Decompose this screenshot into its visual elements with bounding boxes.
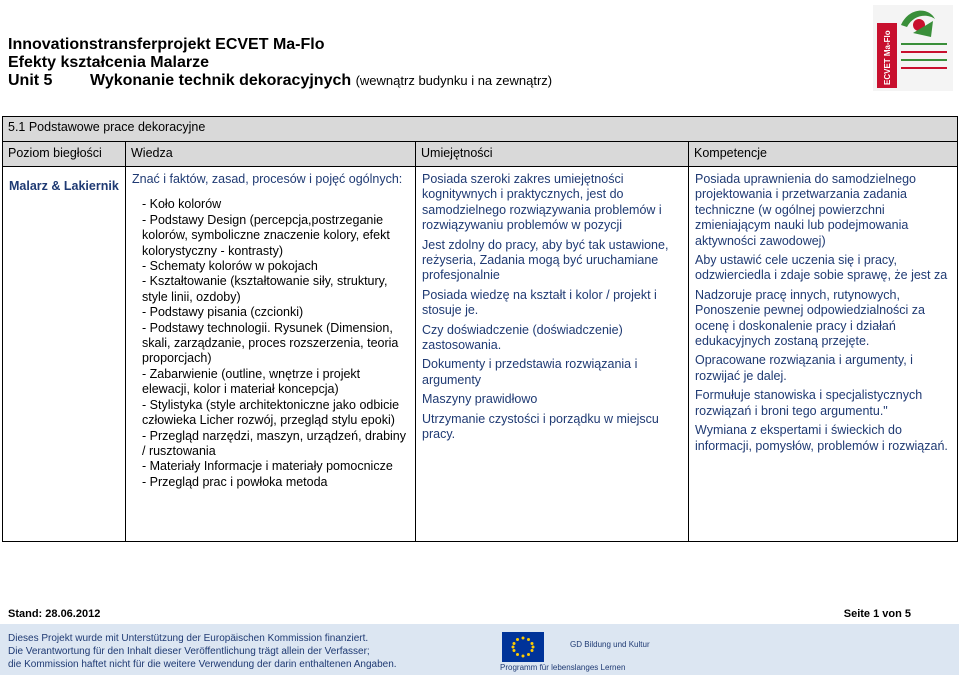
document-subtitle: Efekty kształcenia Malarze	[8, 54, 209, 71]
knowledge-list	[132, 197, 409, 490]
page-number: Seite 1 von 5	[843, 608, 911, 620]
knowledge-item: - Przegląd narzędzi, maszyn, urządzeń, drabiny / rusztowania	[142, 428, 407, 458]
knowledge-item: - Zabarwienie (outline, wnętrze i projekt elewacji, kolor i materiał koncepcja)	[142, 366, 361, 397]
column-header-skills: Umiejętności	[416, 142, 689, 167]
eu-flag-icon	[502, 632, 544, 662]
skill-item: Utrzymanie czystości i porządku w miejscu pracy.	[422, 411, 659, 442]
skills-cell	[416, 167, 689, 542]
knowledge-cell	[126, 167, 416, 542]
knowledge-intro: Znać i faktów, zasad, procesów i pojęć ogólnych:	[132, 172, 403, 186]
knowledge-item: - Materiały Informacje i materiały pomocnicze	[142, 459, 393, 474]
project-title: Innovationstransferprojekt ECVET Ma-Flo	[8, 36, 325, 53]
unit-line	[8, 72, 552, 90]
competence-item: Aby ustawić cele uczenia się i pracy, odzwierciedla i zdaje sobie sprawę, że jest za	[695, 253, 948, 283]
column-header-knowledge: Wiedza	[126, 142, 416, 167]
skill-item: Posiada szeroki zakres umiejętności kognitywnych i praktycznych, jest do samodzielnego rozwiązywania problemów i rozwiązywaniu problemów w pozycji	[422, 172, 662, 233]
skill-item: Posiada wiedzę na kształt i kolor / projekt i stosuje je.	[422, 287, 657, 318]
unit-title: Wykonanie technik dekoracyjnych	[90, 72, 352, 89]
skill-item: Jest zdolny do pracy, aby być tak ustawione, reżyseria, Zadania mogą być uruchamiane profesjonalnie	[422, 237, 669, 283]
competence-item: Opracowane rozwiązania i argumenty, i rozwijać je dalej.	[695, 353, 913, 383]
knowledge-item: - Schematy kolorów w pokojach	[142, 259, 318, 274]
level-cell: Malarz & Lakiernik	[3, 167, 126, 542]
knowledge-item: - Podstawy Design (percepcja,postrzeganie kolorów, symboliczne znaczenie kolory, efekt kolorystyczny - kontrasty)	[142, 212, 390, 258]
learning-outcomes-table	[2, 116, 958, 542]
skill-item: Maszyny prawidłowo	[422, 392, 538, 407]
ecvet-logo	[873, 3, 953, 93]
column-header-level: Poziom biegłości	[3, 142, 126, 167]
skill-item: Czy doświadczenie (doświadczenie) zastosowania.	[422, 322, 623, 353]
column-header-competences: Kompetencje	[689, 142, 958, 167]
document-date: Stand: 28.06.2012	[8, 608, 101, 620]
disclaimer-line: Dieses Projekt wurde mit Unterstützung der Europäischen Kommission finanziert.	[8, 633, 369, 644]
disclaimer	[8, 632, 397, 671]
competences-cell	[689, 167, 958, 542]
logo-text: ECVET Ma-Flo	[883, 30, 892, 85]
unit-label: Unit 5	[8, 72, 53, 89]
knowledge-item: - Przegląd prac i powłoka metoda	[142, 474, 328, 489]
disclaimer-line: die Kommission haftet nicht für die weitere Verwendung der darin enthaltenen Angaben.	[8, 659, 397, 670]
dg-education-label: GD Bildung und Kultur	[570, 640, 650, 649]
knowledge-item: - Podstawy pisania (czcionki)	[142, 305, 304, 320]
competence-item: Wymiana z ekspertami i świeckich do informacji, pomysłów, problemów i rozwiązań.	[695, 423, 948, 453]
knowledge-item: - Stylistyka (style architektoniczne jako odbicie człowieka Licher rozwój, przegląd stylu epoki)	[142, 397, 400, 428]
lifelong-learning-caption: Programm für lebenslanges Lernen	[500, 663, 626, 672]
knowledge-item: - Podstawy technologii. Rysunek (Dimension, skali, zarządzanie, proces rozszerzenia, teoria proporcjach)	[142, 320, 399, 366]
knowledge-item: - Kształtowanie (kształtowanie siły, struktury, style linii, ozdoby)	[142, 274, 388, 304]
disclaimer-line: Die Verantwortung für den Inhalt dieser Veröffentlichung trägt allein der Verfasser;	[8, 646, 370, 657]
competence-item: Posiada uprawnienia do samodzielnego projektowania i przetwarzania zadania techniczne (w ogólnej powierzchni zmieniającym nauki lub podejmowania aktywności zawodowej)	[695, 172, 916, 248]
document-header	[8, 36, 552, 90]
unit-note: (wewnątrz budynku i na zewnątrz)	[355, 73, 553, 88]
skill-item: Dokumenty i przedstawia rozwiązania i argumenty	[422, 357, 638, 387]
knowledge-item: - Koło kolorów	[142, 197, 222, 212]
section-title: 5.1 Podstawowe prace dekoracyjne	[3, 117, 958, 142]
competence-item: Nadzoruje pracę innych, rutynowych, Ponoszenie pewnej odpowiedzialności za ocenę i doskonalenie pracy i działań edukacyjnych zostaną przejęte.	[695, 287, 926, 349]
competence-item: Formułuje stanowiska i specjalistycznych rozwiązań i broni tego argumentu."	[695, 388, 923, 418]
